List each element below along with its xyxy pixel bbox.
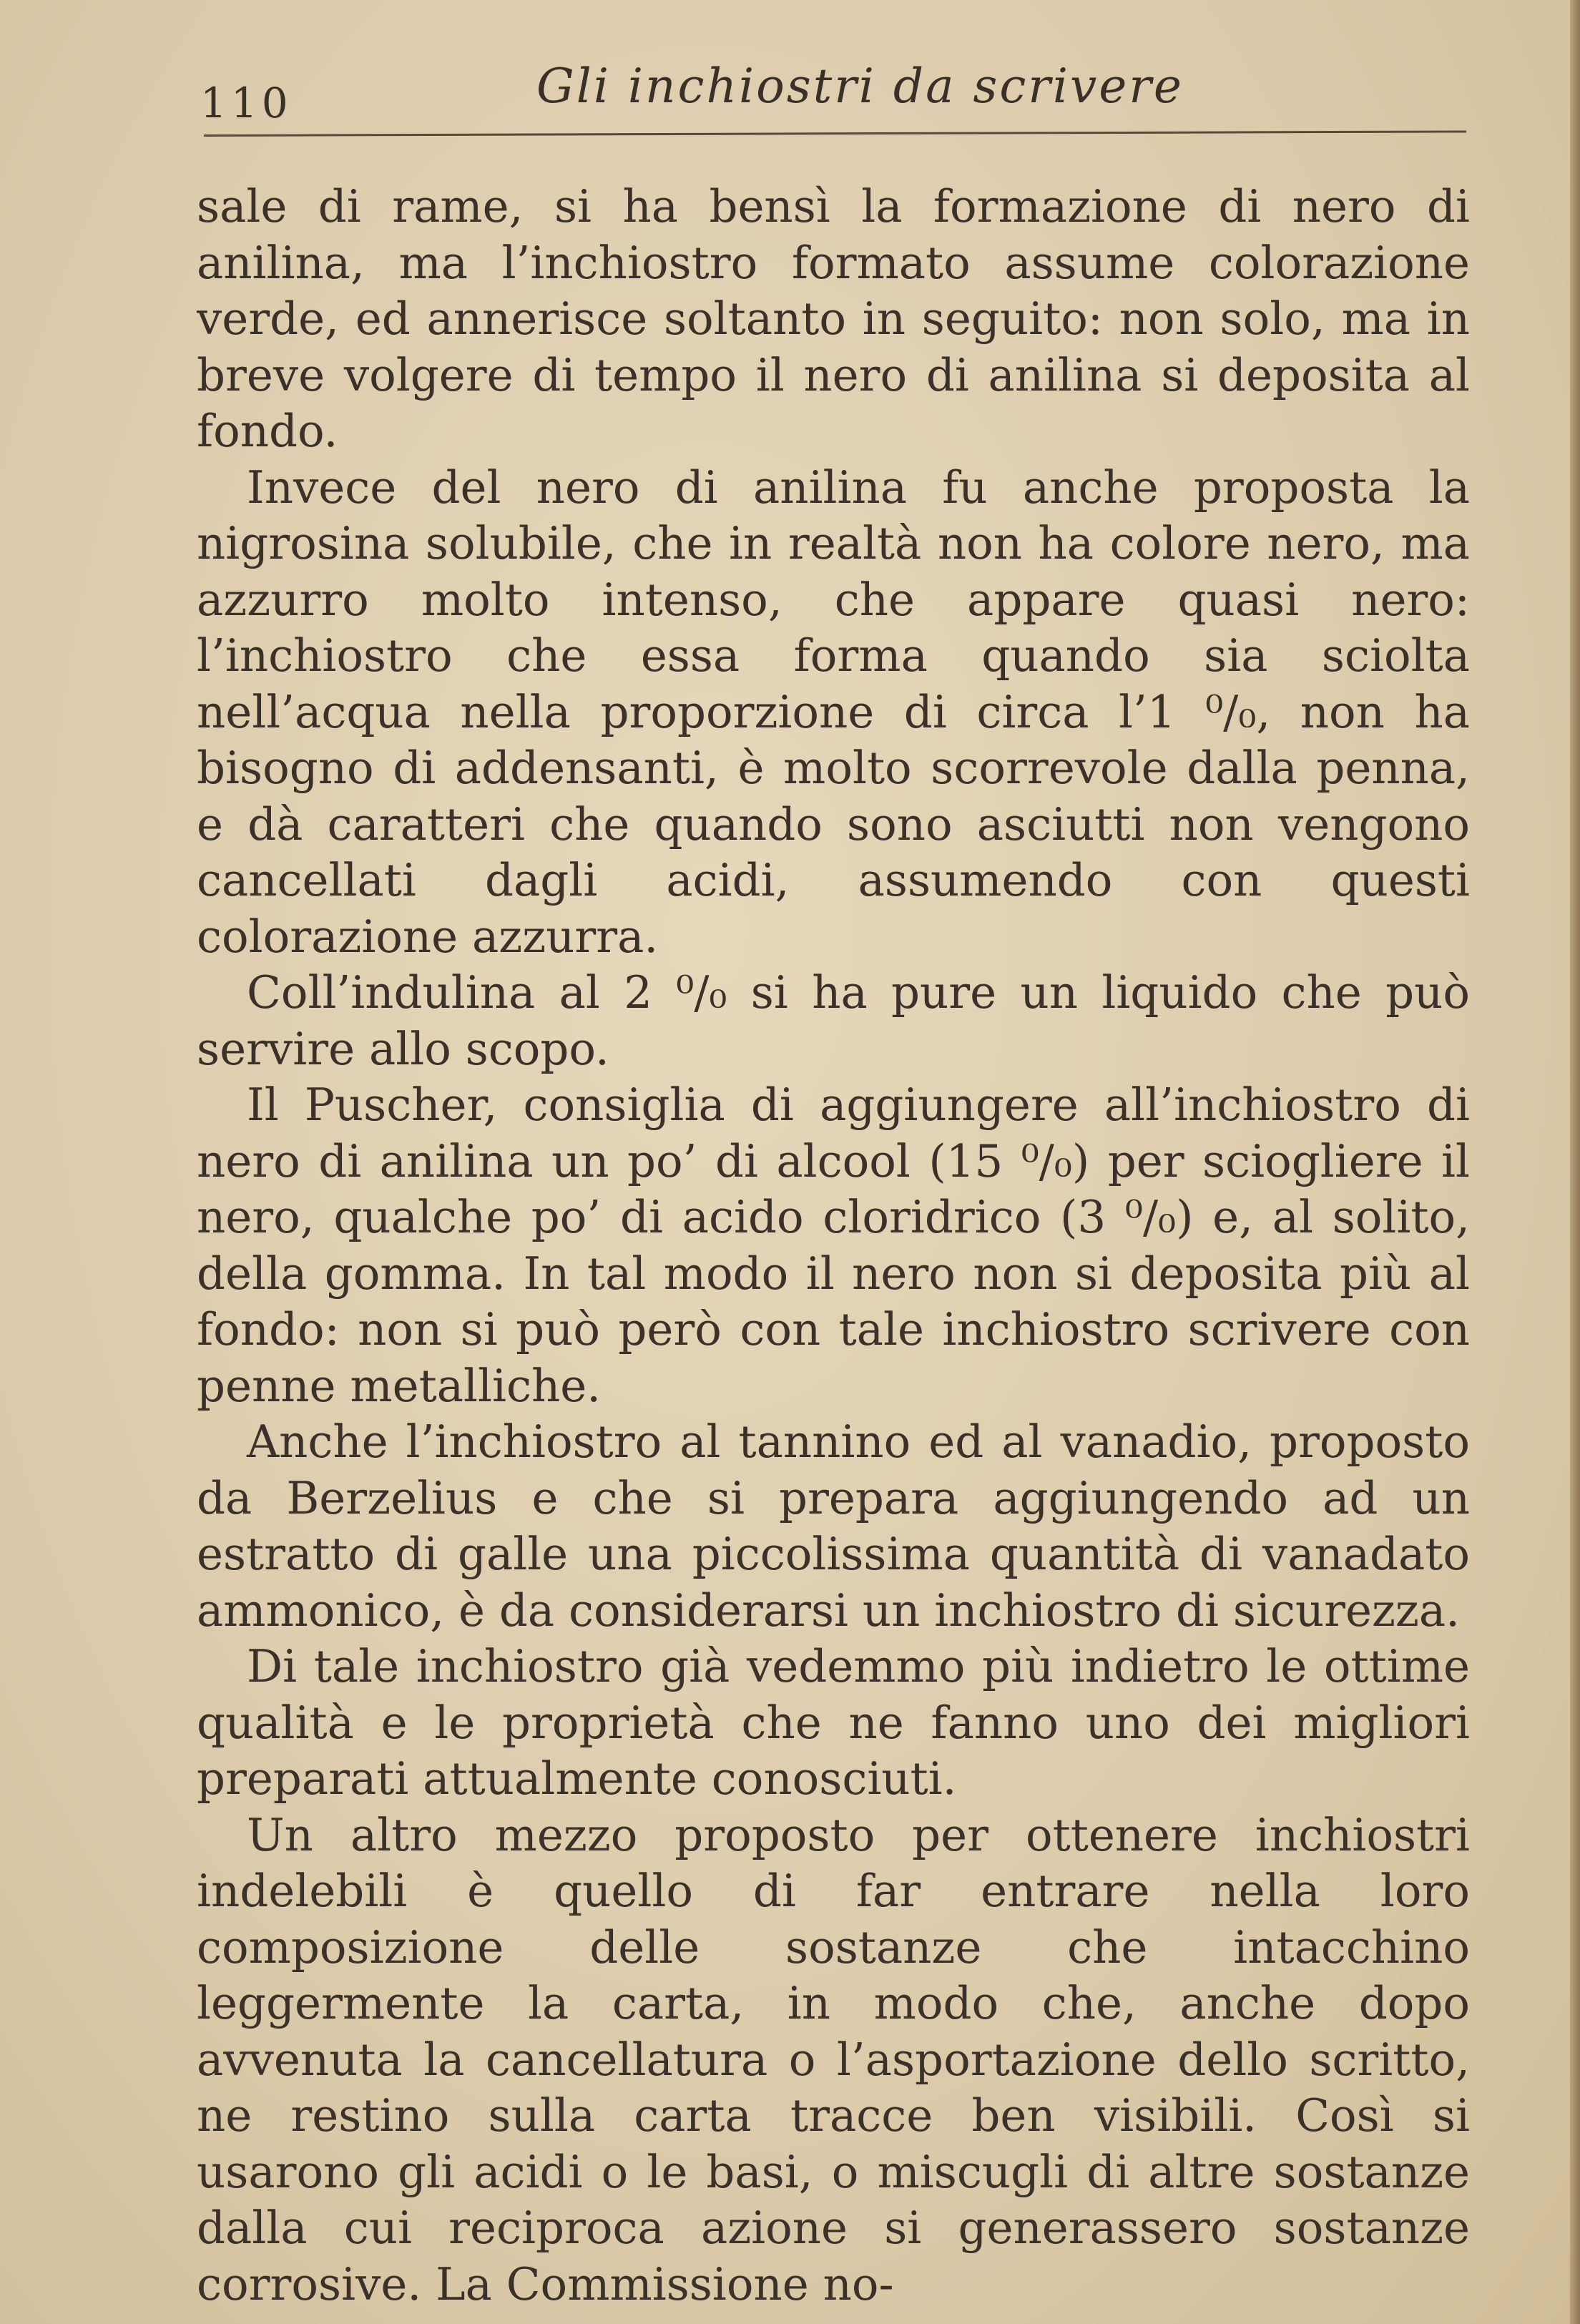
paragraph-nigrosina: Invece del nero di anilina fu anche proposta la nigrosina solubile, che in realtà non ha colore nero, ma azzurro molto intenso, che appare quasi nero: l’inchiostro che essa forma quando sia sciolta nell’acqua nella proporzione di circa l’1 ⁰/₀, non ha bisogno di addensanti, è molto scorrevole dalla penna, e dà caratteri che quando sono asciutti non vengono cancellati dagli acidi, assumendo con questi colorazione azzurra. (197, 461, 1470, 963)
page-number: 110 (200, 79, 293, 127)
paragraph-puscher: Il Puscher, consiglia di aggiungere all’inchiostro di nero di anilina un po’ di alcool (15 ⁰/₀) per sciogliere il nero, qualche po’ di acido cloridrico (3 ⁰/₀) e, al solito, della gomma. In tal modo il nero non si deposita più al fondo: non si può però con tale inchiostro scrivere con penne metalliche. (197, 1079, 1470, 1412)
paragraph-continued: sale di rame, si ha bensì la formazione di nero di anilina, ma l’inchiostro formato assume colorazione verde, ed annerisce soltanto in seguito: non solo, ma in breve volgere di tempo il nero di anilina si deposita al fondo. (197, 180, 1470, 457)
paragraph-vanadio: Anche l’inchiostro al tannino ed al vanadio, proposto da Berzelius e che si prepara aggiungendo ad un estratto di galle una piccolissima quantità di vanadato ammonico, è da considerarsi un inchiostro di sicurezza. (197, 1416, 1470, 1637)
body-text (197, 179, 1470, 2313)
paragraph-indulina: Coll’indulina al 2 ⁰/₀ si ha pure un liquido che può servire allo scopo. (197, 966, 1470, 1075)
paragraph-qualita: Di tale inchiostro già vedemmo più indietro le ottime qualità e le proprietà che ne fanno uno dei migliori preparati attualmente conosciuti. (197, 1640, 1470, 1805)
paragraph-indelebili: Un altro mezzo proposto per ottenere inchiostri indelebili è quello di far entrare nella loro composizione delle sostanze che intacchino leggermente la carta, in modo che, anche dopo avvenuta la cancellatura o l’asportazione dello scritto, ne restino sulla carta tracce ben visibili. Così si usarono gli acidi o le basi, o miscugli di altre sostanze dalla cui reciproca azione si generassero sostanze corrosive. La Commissione no- (197, 1808, 1470, 2310)
page-edge (1570, 0, 1580, 2324)
running-title: Gli inchiostri da scrivere (536, 59, 1184, 114)
header-rule (204, 130, 1466, 137)
page-header (200, 57, 1473, 129)
